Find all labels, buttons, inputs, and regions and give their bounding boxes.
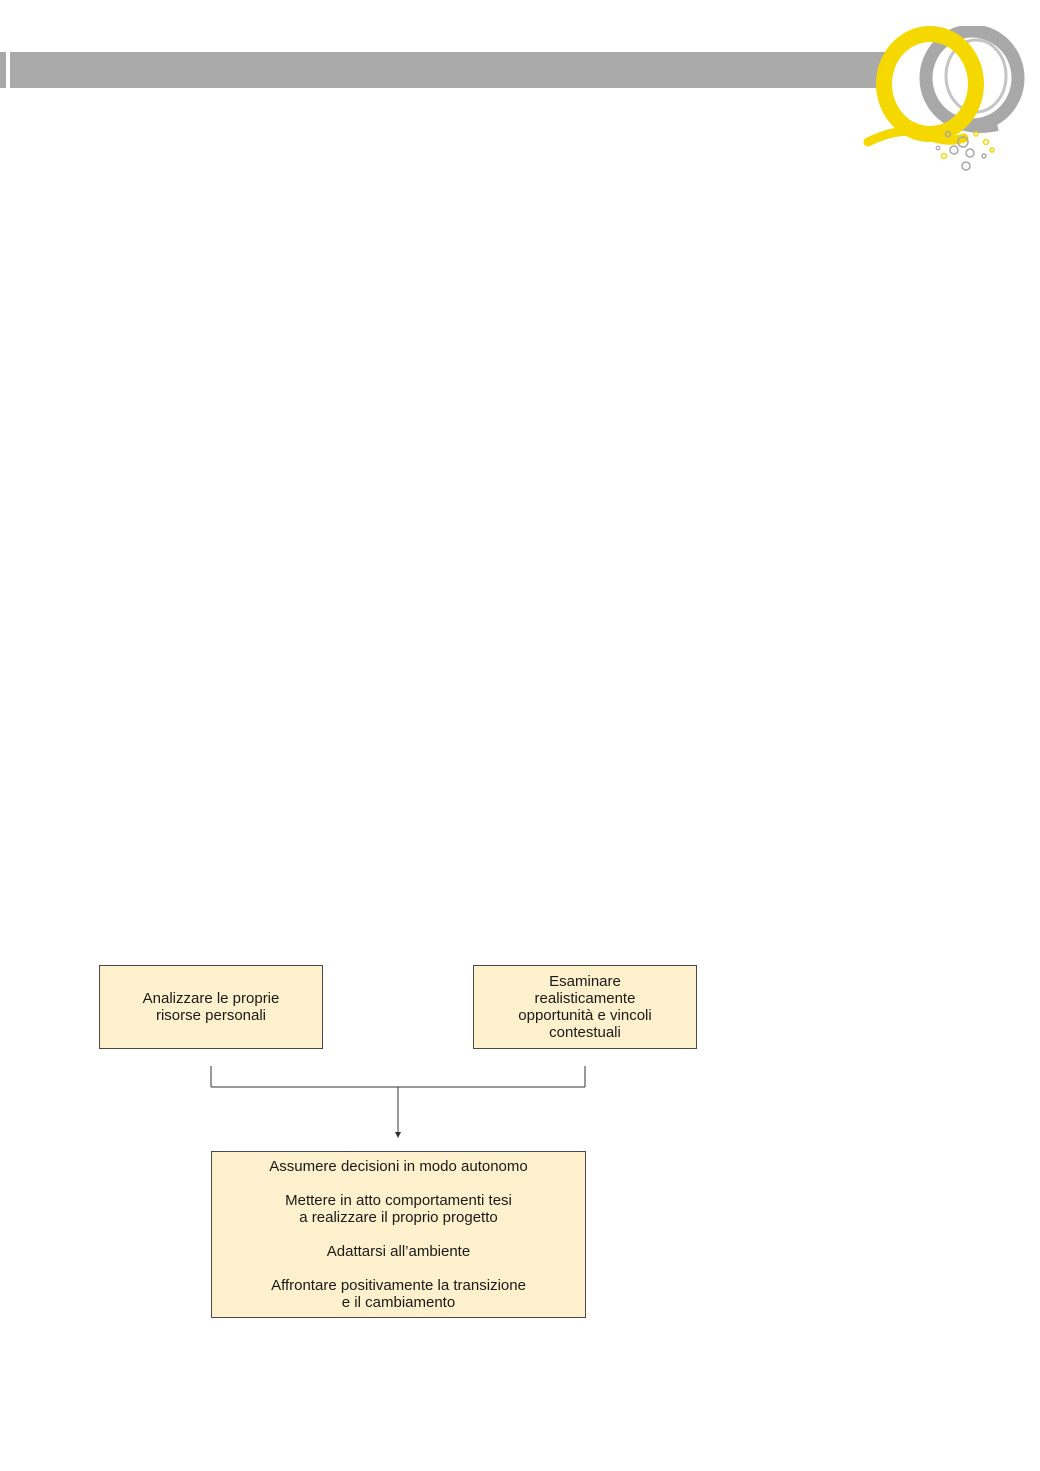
- outcome-line: a realizzare il proprio progetto: [299, 1209, 498, 1226]
- box-text-line: risorse personali: [155, 1007, 267, 1024]
- double-q-logo-icon: [860, 26, 1030, 176]
- arrow-head-icon: [395, 1132, 401, 1138]
- box-text-line: realisticamente: [534, 990, 636, 1007]
- header-left-tab: [0, 52, 6, 88]
- box-text-line: opportunità e vincoli: [518, 1007, 652, 1024]
- outcome-line: Mettere in atto comportamenti tesi: [285, 1192, 512, 1209]
- outcome-line: Assumere decisioni in modo autonomo: [269, 1158, 528, 1175]
- outcome-line: Adattarsi all’ambiente: [326, 1243, 471, 1260]
- outcome-line: e il cambiamento: [341, 1294, 456, 1311]
- box-esaminare-opportunita: [473, 965, 697, 1049]
- box-outcomes: [211, 1151, 586, 1318]
- box-analizzare-risorse: [99, 965, 323, 1049]
- box-text-line: Analizzare le proprie: [142, 990, 280, 1007]
- box-text-line: Esaminare: [549, 973, 621, 990]
- header-bar: [10, 52, 890, 88]
- box-text-line: contestuali: [549, 1024, 621, 1041]
- outcome-line: Affrontare positivamente la transizione: [271, 1277, 526, 1294]
